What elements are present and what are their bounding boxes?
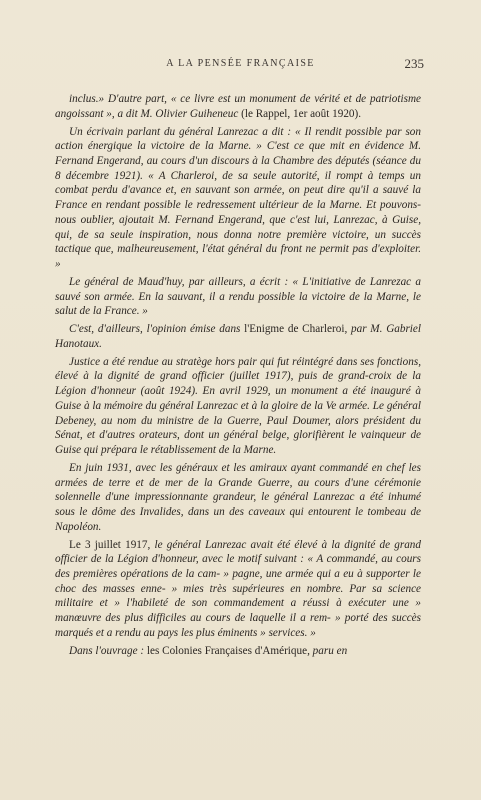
text-run: l'Enigme de Charleroi	[244, 323, 345, 336]
running-head: A LA PENSÉE FRANÇAISE	[166, 58, 315, 69]
paragraph	[55, 461, 421, 535]
text-run: En juin 1931, avec les généraux et les amiraux ayant commandé en chef les armées de terre et de mer de la Grande Guerre, au cours d'une cérémonie solennelle d'une impressionnante grandeur, le général Lanrezac a été inhumé sous le dôme des Invalides, dans un des caveaux qui entourent le tombeau de Napoléon.	[55, 461, 421, 533]
page-number: 235	[404, 56, 424, 71]
paragraph	[55, 322, 421, 351]
paragraph	[55, 644, 421, 659]
text-run: (le Rappel, 1er août 1920).	[241, 107, 362, 120]
paragraph	[55, 92, 421, 121]
text-run: Un écrivain parlant du général Lanrezac a dit : « Il rendit possible par son action énergique la victoire de la Marne. » C'est ce que mit en évidence M. Fernand Engerand, au cours d'un discours à la Chambre des députés (séance du 8 décembre 1921). « A Charleroi, de sa seule autorité, il rompt à temps un combat perdu d'avance et, en sauvant son armée, on peut dire qu'il a sauvé la France en rendant possible le redressement ultérieur de la Marne. Et pouvons-nous oublier, ajoutait M. Fernand Engerand, que c'est lui, Lanrezac, à Guise, qui, de sa seule inspiration, nous donna notre première victoire, un succès tactique que, malheureusement, l'état général du front ne permit pas d'exploiter. »	[55, 125, 421, 270]
text-run: inclus.» D'autre part, « ce livre est un monument de vérité et de patriotisme angoissant », a dit M. Olivier Guiheneuc	[55, 93, 421, 120]
text-run: Dans l'ouvrage :	[69, 644, 147, 657]
paragraph	[55, 538, 421, 641]
text-run: C'est, d'ailleurs, l'opinion émise dans	[69, 323, 245, 336]
text-run: Justice a été rendue au stratège hors pair qui fut réintégré dans ses fonctions, élevé à la dignité de grand officier (juillet 1917), puis de grand-croix de la Légion d'honneur (août 1924). En avril 1929, un monument a été inauguré à Guise à la mémoire du général Lanrezac et à la gloire de la Ve armée. Le général Debeney, au nom du ministre de la Guerre, Paul Doumer, alors président du Sénat, et d'autres orateurs, dont un général belge, glorifièrent le vainqueur de Guise qui prépara le rétablissement de la Marne.	[55, 355, 421, 456]
body-text	[55, 92, 421, 662]
paragraph	[55, 125, 421, 272]
paragraph	[55, 275, 421, 319]
paragraph	[55, 355, 421, 458]
text-run: les Colonies Françaises d'Amérique	[146, 644, 308, 657]
page-header	[57, 58, 424, 76]
text-run: , par M. Gabriel Hanotaux.	[55, 323, 421, 350]
text-run: , le général Lanrezac avait été élevé à la dignité de grand officier de la Légion d'honneur, avec le motif suivant : « A commandé, au cours des premières opérations de la cam- » pagne, une armée qui a eu à supporter le choc des masses enne- » mies très supérieures en nombre. Par sa science militaire et » l'habileté de son commandement a réussi à exécuter une » manœuvre des plus difficiles au cours de laquelle il a rem- » porté des succès marqués et a rendu au pays les plus éminents » services. »	[55, 538, 421, 639]
text-run: Le général de Maud'huy, par ailleurs, a écrit : « L'initiative de Lanrezac a sauvé son armée. En la sauvant, il a rendu possible la victoire de la Marne, le salut de la France. »	[55, 275, 421, 318]
text-run: Le 3 juillet 1917	[69, 538, 148, 551]
text-run: , paru en	[307, 644, 348, 657]
